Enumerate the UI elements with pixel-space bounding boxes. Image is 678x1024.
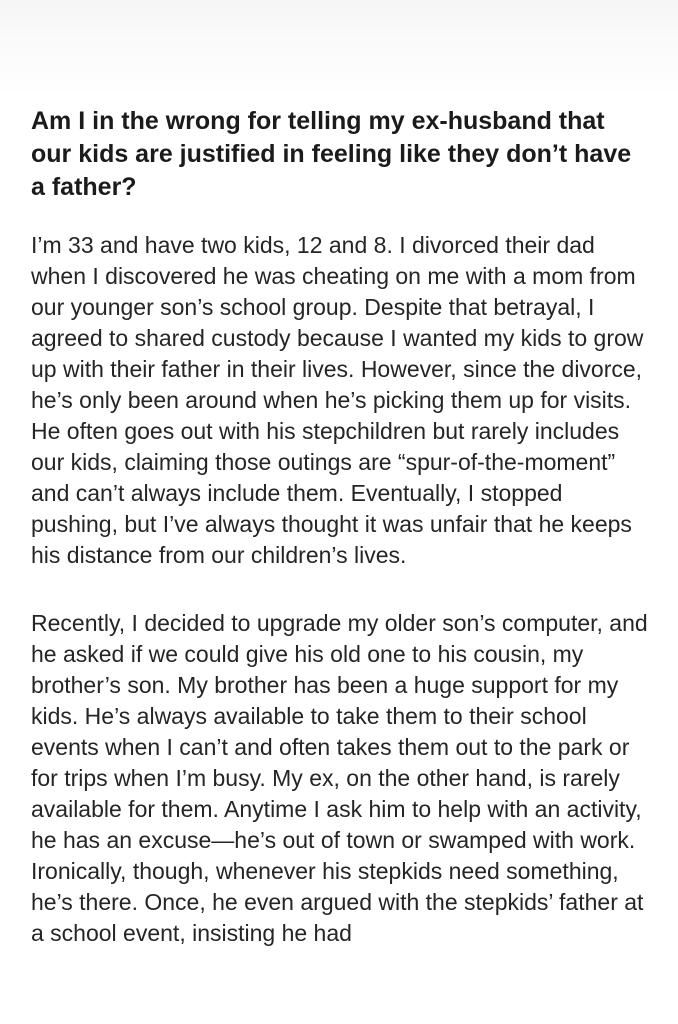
post-article: [31, 105, 651, 949]
post-paragraph-2: Recently, I decided to upgrade my older son’s computer, and he asked if we could give his old one to his cousin, my brother’s son. My brother has been a huge support for my kids. He’s always available to take them to their school events when I can’t and often takes them out to the park or for trips when I’m busy. My ex, on the other hand, is rarely available for them. Anytime I ask him to help with an activity, he has an excuse—he’s out of town or swamped with work. Ironically, though, whenever his stepkids need something, he’s there. Once, he even argued with the stepkids’ father at a school event, insisting he had: [31, 610, 648, 946]
top-header-fade: [0, 0, 678, 95]
paragraph-spacer: [31, 571, 651, 608]
post-paragraph-1: I’m 33 and have two kids, 12 and 8. I divorced their dad when I discovered he was cheating on me with a mom from our younger son’s school group. Despite that betrayal, I agreed to shared custody because I wanted my kids to grow up with their father in their lives. However, since the divorce, he’s only been around when he’s picking them up for visits. He often goes out with his stepchildren but rarely includes our kids, claiming those outings are “spur-of-the-moment” and can’t always include them. Eventually, I stopped pushing, but I’ve always thought it was unfair that he keeps his distance from our children’s lives.: [31, 232, 644, 568]
post-title: Am I in the wrong for telling my ex-husband that our kids are justified in feeling like they don’t have a father?: [31, 107, 632, 201]
